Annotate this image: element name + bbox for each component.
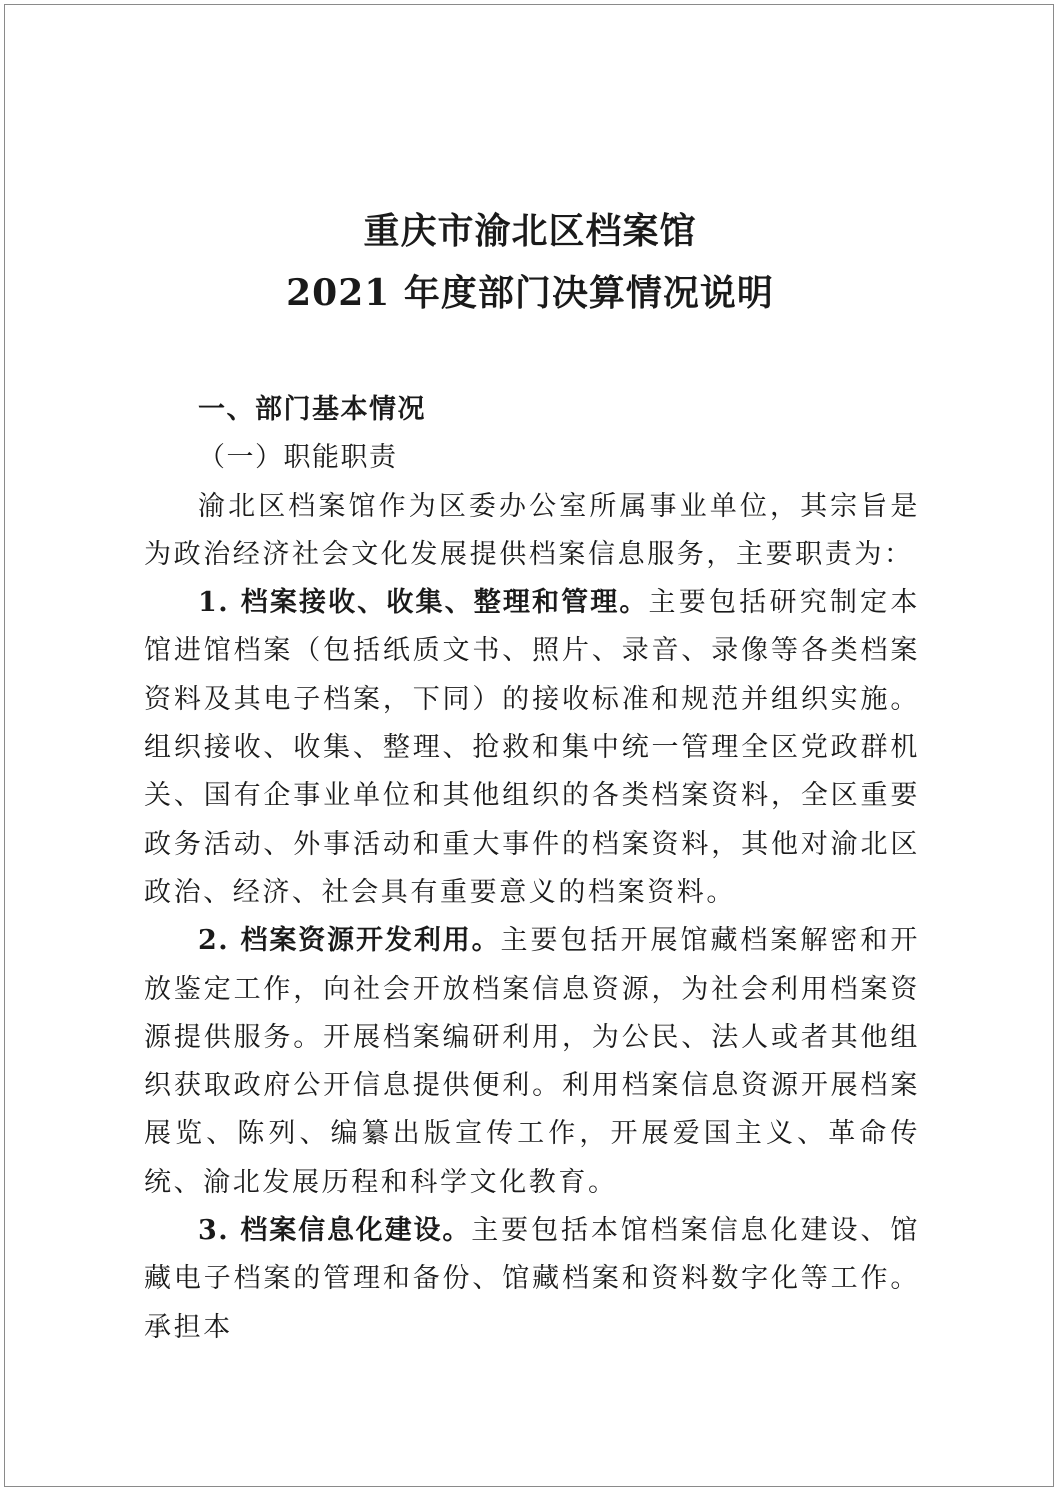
- duty-body-3: 主要包括本馆档案信息化建设、馆藏电子档案的管理和备份、馆藏档案和资料数字化等工作。承担本: [144, 1215, 920, 1343]
- duty-lead-1: 1. 档案接收、收集、整理和管理。: [198, 587, 649, 619]
- section-heading: 一、部门基本情况: [198, 394, 426, 425]
- duty-body-1: 主要包括研究制定本馆进馆档案（包括纸质文书、照片、录音、录像等各类档案资料及其电子档案，下同）的接收标准和规范并组织实施。组织接收、收集、整理、抢救和集中统一管理全区党政群机关、国有企事业单位和其他组织的各类档案资料，全区重要政务活动、外事活动和重大事件的档案资料，其他对渝北区政治、经济、社会具有重要意义的档案资料。: [144, 587, 920, 908]
- document-title: [0, 200, 1060, 324]
- subsection-heading: （一）职能职责: [198, 442, 398, 474]
- duty-lead-2: 2. 档案资源开发利用。: [198, 925, 501, 957]
- intro-paragraph: 渝北区档案馆作为区委办公室所属事业单位，其宗旨是为政治经济社会文化发展提供档案信息服务，主要职责为：: [144, 490, 920, 570]
- duty-lead-3: 3. 档案信息化建设。: [198, 1215, 472, 1247]
- document-body: [144, 386, 920, 1352]
- duty-paragraph-3: [144, 1207, 920, 1352]
- duty-body-2: 主要包括开展馆藏档案解密和开放鉴定工作，向社会开放档案信息资源，为社会利用档案资源提供服务。开展档案编研利用，为公民、法人或者其他组织获取政府公开信息提供便利。利用档案信息资源开展档案展览、陈列、编纂出版宣传工作，开展爱国主义、革命传统、渝北发展历程和科学文化教育。: [144, 925, 920, 1198]
- duty-paragraph-1: [144, 579, 920, 917]
- title-line-1: 重庆市渝北区档案馆: [363, 210, 697, 252]
- duty-paragraph-2: [144, 917, 920, 1207]
- title-line-2: 2021 年度部门决算情况说明: [286, 272, 774, 314]
